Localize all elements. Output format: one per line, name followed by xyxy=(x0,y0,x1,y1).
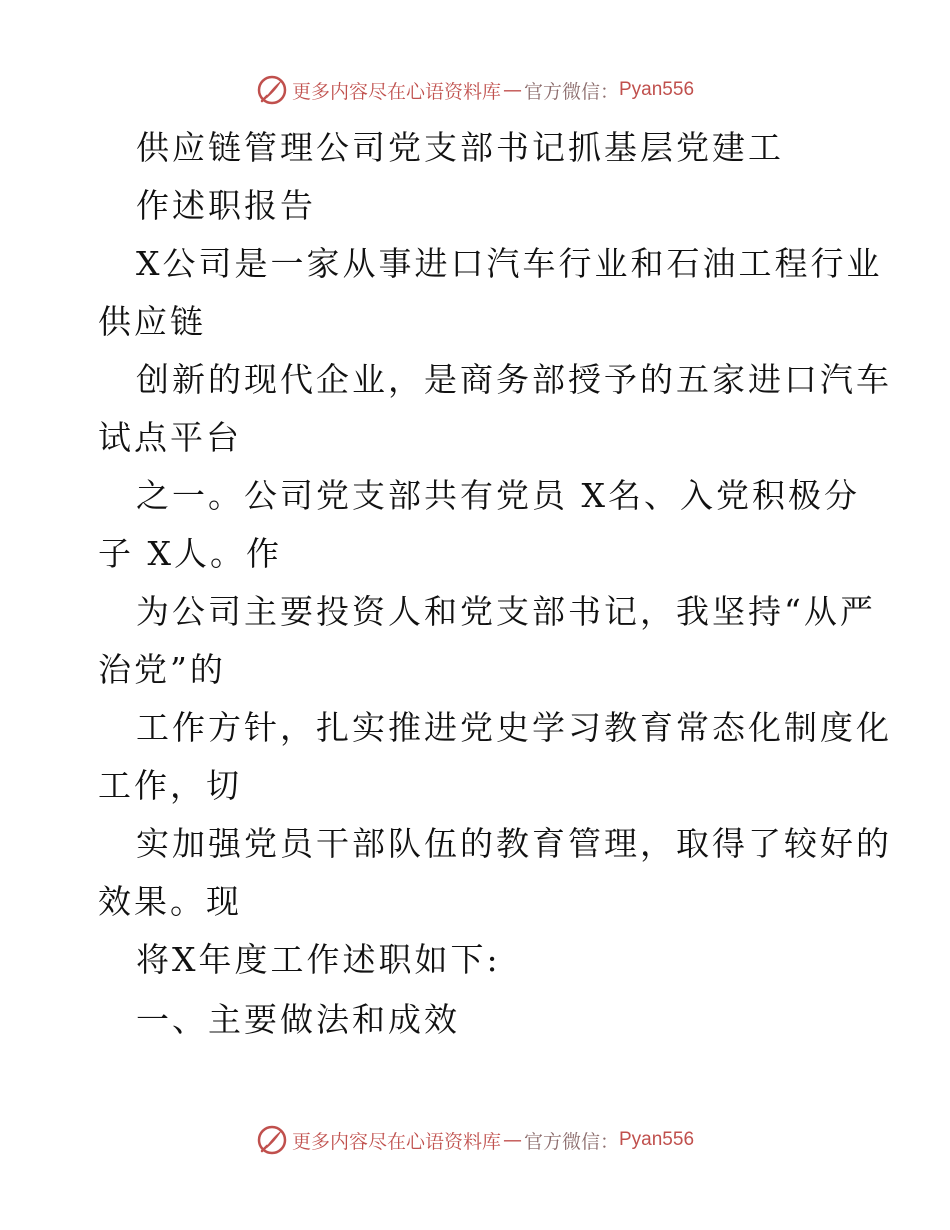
paragraph-line: 创新的现代企业，是商务部授予的五家进口汽车 xyxy=(136,360,892,399)
watermark-footer xyxy=(0,1120,950,1160)
paragraph-line: 之一。公司党支部共有党员 X名、入党积极分 xyxy=(136,476,860,515)
paragraph-line: 工作方针，扎实推进党史学习教育常态化制度化 xyxy=(136,708,892,747)
document-title-line-2: 作述职报告 xyxy=(136,186,316,225)
paragraph-line: 效果。现 xyxy=(98,882,242,921)
paragraph-line: 试点平台 xyxy=(98,418,242,457)
watermark-wechat-id: Pyan556 xyxy=(619,1129,695,1150)
watermark-brand-text: 更多内容尽在心语资料库 xyxy=(291,1130,501,1153)
document-title-line-1: 供应链管理公司党支部书记抓基层党建工 xyxy=(136,128,784,167)
paragraph-line: 将X年度工作述职如下: xyxy=(136,940,501,979)
paragraph-line: 供应链 xyxy=(98,302,206,341)
watermark-wechat-label: 官方微信： xyxy=(523,80,619,103)
watermark-wechat-id: Pyan556 xyxy=(619,79,695,100)
watermark-dash: — xyxy=(502,79,522,101)
paragraph-line: 实加强党员干部队伍的教育管理，取得了较好的 xyxy=(136,824,892,863)
watermark-brand-text: 更多内容尽在心语资料库 xyxy=(291,80,501,103)
paragraph-line: X公司是一家从事进口汽车行业和石油工程行业 xyxy=(136,244,883,283)
section-heading: 一、主要做法和成效 xyxy=(136,1000,460,1039)
paragraph-line: 治党”的 xyxy=(98,650,226,689)
watermark-dash: — xyxy=(502,1129,522,1151)
feather-pen-logo-icon xyxy=(256,1124,288,1156)
paragraph-line: 为公司主要投资人和党支部书记，我坚持“从严 xyxy=(136,592,876,631)
paragraph-line: 工作，切 xyxy=(98,766,242,805)
watermark-wechat-label: 官方微信： xyxy=(523,1130,619,1153)
paragraph-line: 子 X人。作 xyxy=(98,534,282,573)
